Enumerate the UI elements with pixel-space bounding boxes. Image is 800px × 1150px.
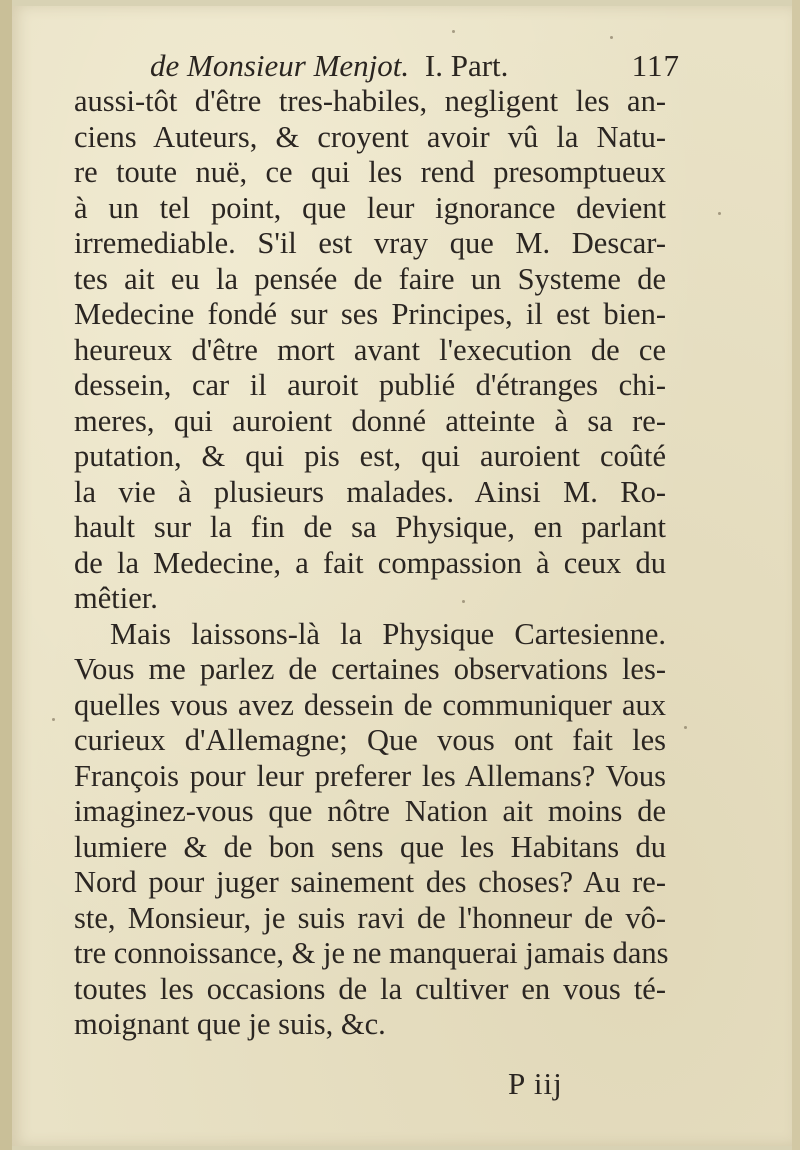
text-line: lumiere & de bon sens que les Habitans du: [74, 829, 666, 864]
text-line: mêtier.: [74, 581, 158, 615]
text-line: hault sur la fin de sa Physique, en parlant: [74, 510, 666, 544]
text-line: Mais laissons-là la Physique Cartesienne.: [110, 616, 666, 651]
text-line: curieux d'Allemagne; Que vous ont fait les: [74, 723, 666, 757]
text-line: aussi-tôt d'être tres-habiles, negligent les an-: [74, 84, 666, 118]
ink-speck: [684, 726, 687, 729]
ink-speck: [52, 718, 55, 721]
text-line: re toute nuë, ce qui les rend presomptueux: [74, 155, 666, 189]
text-line: François pour leur preferer les Allemans? Vous: [74, 758, 666, 793]
part-label: I. Part.: [424, 48, 509, 83]
running-title: de Monsieur Menjot.: [150, 48, 410, 83]
body-text: [74, 84, 669, 1043]
text-line: heureux d'être mort avant l'execution de ce: [74, 332, 666, 367]
text-line: la vie à plusieurs malades. Ainsi M. Ro-: [74, 474, 666, 509]
text-line: ciens Auteurs, & croyent avoir vû la Natu-: [74, 119, 666, 154]
text-line: Medecine fondé sur ses Principes, il est bien-: [74, 297, 666, 331]
text-line: meres, qui auroient donné atteinte à sa re-: [74, 403, 666, 438]
ink-speck: [610, 36, 613, 39]
text-line: tre connoissance, & je ne manquerai jamais dans: [74, 936, 669, 970]
text-line: imaginez-vous que nôtre Nation ait moins de: [74, 794, 666, 828]
text-line: à un tel point, que leur ignorance devient: [74, 190, 666, 225]
signature-mark: P iij: [508, 1066, 563, 1101]
text-line: moignant que je suis, &c.: [74, 1007, 386, 1041]
running-header: [150, 48, 680, 88]
text-line: dessein, car il auroit publié d'étranges chi-: [74, 368, 666, 402]
text-line: irremediable. S'il est vray que M. Descar-: [74, 226, 666, 260]
page-number: 117: [631, 48, 680, 83]
text-line: quelles vous avez dessein de communiquer aux: [74, 687, 666, 722]
ink-speck: [718, 212, 721, 215]
text-line: tes ait eu la pensée de faire un Systeme de: [74, 261, 666, 296]
ink-speck: [452, 30, 455, 33]
text-line: Vous me parlez de certaines observations les-: [74, 652, 666, 686]
text-line: toutes les occasions de la cultiver en vous té-: [74, 971, 666, 1006]
page-right-edge: [792, 0, 800, 1150]
text-line: putation, & qui pis est, qui auroient coûté: [74, 439, 666, 473]
page-gutter: [0, 0, 12, 1150]
text-line: ste, Monsieur, je suis ravi de l'honneur de vô-: [74, 900, 666, 935]
ink-speck: [462, 600, 465, 603]
text-line: Nord pour juger sainement des choses? Au re-: [74, 865, 666, 899]
text-line: de la Medecine, a fait compassion à ceux du: [74, 545, 666, 580]
